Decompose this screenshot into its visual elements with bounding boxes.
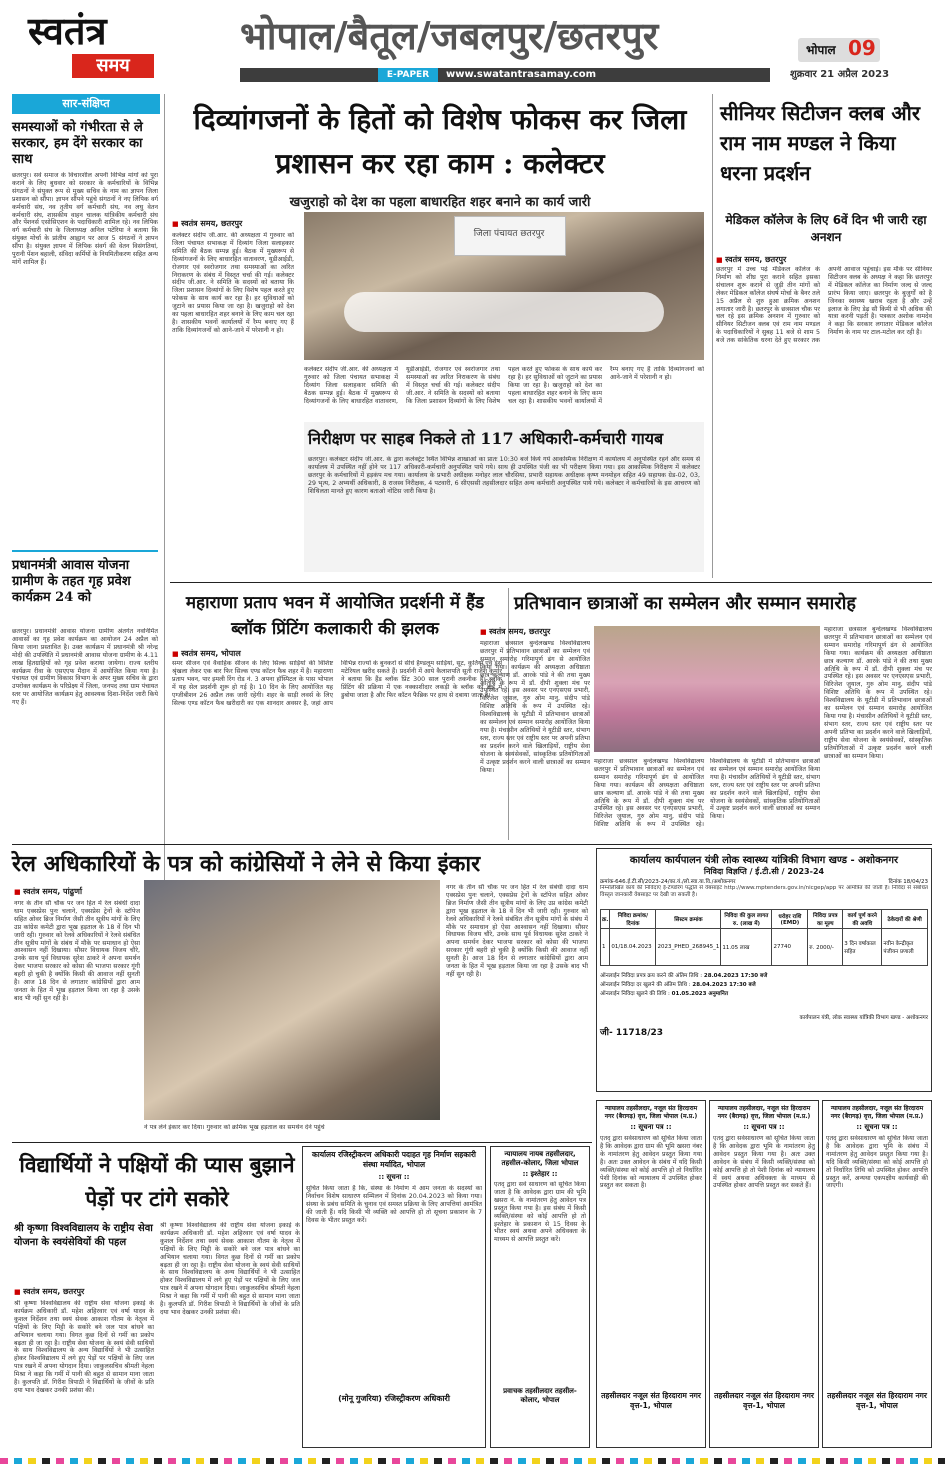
housing-body: सूचित किया जाता है कि, संस्था के निर्माण में आम जनता के सदस्यों का निर्वाचन विशेष साधारण सम्मिलन में दिनांक 20.04.2023 को किया गया। संस्था के प्रबंध समिति के चुनाव एवं समस्त प्रक्रिया के लिए आपत्तियां आमंत्रित की जाती हैं। यदि किसी भी व्यक्ति को आपत्ति हो तो सूचना प्रकाशन के 7 दिवस के भीतर प्रस्तुत करें। [306, 1185, 482, 1224]
court-signature: तहसीलदार नजूल संत हिरदाराम नगर वृत्त-1, भोपाल [827, 1391, 927, 1410]
housing-title: कार्यालय रजिस्ट्रीकरण अधिकारी पदाहत गृह निर्माण सहकारी संस्था मर्यादित, भोपाल [312, 1150, 476, 1169]
phe-intro: निम्नलिखित कार्य की निविदाएं ई-टेण्डरिंग पद्धति से वेबसाइट http://www.mptenders.gov.in/nicgep/app पर आमंत्रित की जाती हैं। निविदा से संबंधित विस्तृत जानकारी वेबसाइट पर देखी जा सकती है। [600, 885, 928, 898]
railway-photo [144, 880, 440, 1120]
phe-code: जी- 11718/23 [600, 1028, 664, 1038]
railway-body-col2: नगर के तीन सौ चौक पर जन हित में रेल संबंधी दादा धाम एक्सप्रेस पुनः चलाने, एक्सप्रेस ट्रेनों के स्टॉपेज सहित ओवर ब्रिज निर्माण जैसी तीन सूत्रीय मांगों के लिए उप्र कांग्रेस कमेटी द्वारा भूख हड़ताल के 18 वें दिन भी जारी रही। गुरुवार को रेलवे अधिकारियों ने रेलवे संबंधित तीन सूत्रीय मांगों के संबंध में मौके पर समाधान हो ऐसा आश्वासन नहीं दिखाया। सौसर विधायक विजय चौरे, उनके साथ पूर्व विधायक सुरेश ठाकरे ने अपना समर्थन देकर भाजपा सरकार को कोसा की भाजपा सरकार गूंगी बहरी हो चुकी है क्योंकि किसी की आवाज नहीं सुनती है। आज 18 दिन से लगातार कांग्रेसियों द्वारा आम जनता के हित में भूख हड़ताल किया जा रहा है उसके बाद भी नहीं सुन रही है। [446, 884, 588, 978]
table-header-row [601, 910, 928, 929]
table-header: निविदा प्रपत्र का मूल्य [808, 910, 843, 929]
sidebar-story1-body: छतरपुर। सर्व समाज के विचारशील अपनी विभिन्न मांगों को पूरा कराने के लिए बुधवार को सरकार के कर्मचारियों के विभिन्न संगठनों ने संयुक्त रूप से मुख्य सचिव के नाम का ज्ञापन जिला प्रशासन को सौंपा। ज्ञापन सौंपने पहुंचे संगठनों ने नए लिपिक वर्ग कर्मचारी संघ, नव तृतीय वर्ग कर्मचारी संघ, नव लघु वेतन कर्मचारी संघ, शासकीय वाहन चालक यांत्रिकीय कर्मचारी संघ और पेंशनर्स एसोसिएशन के पदाधिकारी शामिल रहे। नव लिपिक वर्ग कर्मचारी संघ के जिलाध्यक्ष अनिल पटेरिया ने बताया कि संयुक्त मोर्चा के प्रांतीय आह्वान पर आज 5 संगठनों ने ज्ञापन सौंपा है। संयुक्त ज्ञापन में लिपिक संवर्ग की वेतन विसंगतियां, पुरानी पेंशन बहाली, संविदा कर्मियों के नियमितीकरण सहित अन्य मांगें शामिल हैं। [12, 172, 158, 266]
ishtehar-subtitle: :: इश्तेहार :: [522, 1170, 558, 1178]
table-cell: 1 [601, 929, 610, 966]
main-subheadline: खजुराहो को देश का पहला बाधारहित शहर बनाने का कार्य जारी [289, 195, 591, 210]
senior-subheadline: मेडिकल कॉलेज के लिए 6वें दिन भी जारी रहा अनशन [725, 213, 927, 244]
print-color-band [0, 1458, 945, 1464]
photo-table [344, 292, 664, 332]
epaper-label: E-PAPER [378, 68, 438, 82]
table-header: निविदा क्रमांक/ दिनांक [610, 910, 656, 929]
date-value: 28.04.2023 17:30 बजे [692, 982, 756, 988]
phe-signature: कार्यपालन यंत्री, लोक स्वास्थ्य यांत्रिकी विभाग खण्ड - अशोकनगर [799, 1015, 928, 1021]
birds-body-col2: श्री कृष्णा विश्वविद्यालय की राष्ट्रीय सेवा योजना इकाई के कार्यक्रम अधिकारी डॉ. महेश अहिरवार एवं वर्षा यादव के कुशल निर्देशन तथा स्वयं सेवक आकाश गौतम के नेतृत्व में पक्षियों के लिए मिट्टी के सकोरे बने जल पात्र बांधने का अभियान चलाया गया। विगत कुछ दिनों से गर्मी का प्रकोप बढ़ता ही जा रहा है। राष्ट्रीय सेवा योजना के स्वयं सेवी साथियों के साथ विश्वविद्यालय के अन्य विद्यार्थियों ने भी उत्साहित होकर विश्वविद्यालय में लगे हुए पेड़ों पर पक्षियों के लिए जल पात्र रखने में अपना योगदान दिया। जाकुलसचिव श्रीमती नेहला मिश्रा ने कहा कि गर्मी में पानी की बहुत से सामान माना जाता है। कुलपति डॉ. गिरीश त्रिपाठी ने विद्यार्थियों के जीवों के प्रति दया भाव देखकर उनकी प्रशंसा की। [160, 1222, 300, 1316]
phe-title: कार्यालय कार्यपालन यंत्री लोक स्वास्थ्य यांत्रिकी विभाग खण्ड - अशोकनगर [629, 855, 899, 866]
issue-date: शुक्रवार 21 अप्रैल 2023 [790, 69, 890, 80]
table-header: कार्य पूर्ण करने की अवधि [843, 910, 882, 929]
students-body-col2: महाराजा छत्रसाल बुन्देलखण्ड विश्वविद्यालय छतरपुर में प्रतिभावान छात्राओं का सम्मेलन एवं सम्मान समारोह गरिमापूर्ण ढंग से आयोजित किया गया। कार्यक्रम की अध्यक्षता अधिष्ठाता छात्र कल्याण डॉ. आरके पांडे ने की तथा मुख्य अतिथि के रूप में डॉ. दीपी शुक्ला मंच पर उपस्थित रहे। इस अवसर पर एनएसएस प्रभारी, विरिजेश जुयाल, गुरु ओम मानु, संदीप पांडे विशिष्ट अतिथि के रूप में उपस्थित रहे। विश्वविद्यालय के यूटीडी में प्रतिभावान छात्राओं का सम्मेलन एवं सम्मान समारोह आयोजित किया गया है। मंचासीन अतिथियों ने यूटीडी स्तर, संभाग स्तर, राज्य स्तर एवं राष्ट्रीय स्तर पर अपनी प्रतिभा का प्रदर्शन करने वाले खिलाड़ियों, राष्ट्रीय सेवा योजना के स्वयंसेवकों, सांस्कृतिक प्रतियोगिताओं में उत्कृष्ट प्रदर्शन करने वाली छात्राओं का सम्मान किया। [594, 758, 820, 829]
sidebar-story1-headline: समस्याओं को गंभीरता से ले सरकार, हम देंगे सरकार का साथ [12, 120, 143, 167]
students-headline: प्रतिभावान छात्राओं का सम्मेलन और सम्मान समारोह [514, 593, 856, 614]
court-subtitle: :: सूचना पत्र :: [856, 1123, 898, 1131]
date-value: 01.05.2023 अनुमानित [671, 991, 728, 997]
divider [12, 844, 932, 845]
ishtehar-title: न्यायालय नायब तहसीलदार, तहसील-कोलार, जिला भोपाल [501, 1150, 579, 1167]
court-notice [822, 1100, 932, 1448]
logo-bottom: समय [72, 54, 154, 78]
phe-ref-right: दिनांक 18/04/23 [888, 879, 928, 885]
date-row: ऑनलाईन निविदा खुलने की तिथि : 01.05.2023 अनुमानित [600, 991, 728, 997]
logo-top: स्वतंत्र [28, 8, 107, 53]
main-byline: ■ स्वतंत्र समय, छतरपुर [172, 218, 242, 229]
students-photo [594, 626, 820, 752]
court-notice [596, 1100, 706, 1448]
main-body-col1: कलेक्टर संदीप जी.आर. की अध्यक्षता में गुरुवार को जिला पंचायत सभाकक्ष में दिव्यांग जिला सलाहकार समिति की बैठक सम्पन्न हुई। बैठक में मुख्यरूप से दिव्यांगजनों के लिए बाधारहित वातावरण, यूडीआईडी, रोजगार एवं स्वरोजगार तथा समस्याओं का त्वरित निराकरण के संबंध में विस्तृत चर्चा की गई। कलेक्टर संदीप जी.आर. ने समिति के सदस्यों को बताया कि जिला प्रशासन दिव्यांगों के लिए विशेष पहल करते हुए फोकस के साथ कार्य कर रहा है। हर सुविधाओं को जुटाने का प्रयास किया जा रहा है। खजुराहो को देश का पहला बाधारहित शहर बनाने के लिए काम चल रहा है। शासकीय भवनों कार्यालयों में रैम्प बनाए गए हैं ताकि दिव्यांगजनों को आने-जाने में परेशानी न हो। [172, 232, 294, 334]
main-body-col2: कलेक्टर संदीप जी.आर. की अध्यक्षता में गुरुवार को जिला पंचायत सभाकक्ष में दिव्यांग जिला सलाहकार समिति की बैठक सम्पन्न हुई। बैठक में मुख्यरूप से दिव्यांगजनों के लिए बाधारहित वातावरण, यूडीआईडी, रोजगार एवं स्वरोजगार तथा समस्याओं का त्वरित निराकरण के संबंध में विस्तृत चर्चा की गई। कलेक्टर संदीप जी.आर. ने समिति के सदस्यों को बताया कि जिला प्रशासन दिव्यांगों के लिए विशेष पहल करते हुए फोकस के साथ कार्य कर रहा है। हर सुविधाओं को जुटाने का प्रयास किया जा रहा है। खजुराहो को देश का पहला बाधारहित शहर बनाने के लिए काम चल रहा है। शासकीय भवनों कार्यालयों में रैम्प बनाए गए हैं ताकि दिव्यांगजनों को आने-जाने में परेशानी न हो। [304, 366, 704, 405]
railway-byline: ■ स्वतंत्र समय, पांढुर्णा [14, 886, 82, 897]
phe-ref-left: क्रमांक-646.ई.टी.सी/2023-24/का.यं./लो.स्वा.या.वि./अशोकनगर [600, 879, 736, 885]
date-label: ऑनलाईन निविदा दर खुलने की अंतिम तिथि [600, 982, 688, 988]
photo-screen-sign: जिला पंचायत छतरपुर [473, 229, 545, 239]
ishtehar-body: एतद् द्वारा सर्व साधारण को सूचित किया जाता है कि आवेदक द्वारा ग्राम की भूमि खसरा नं. के नामांतरण हेतु आवेदन पत्र प्रस्तुत किया गया है। इस संबंध में किसी व्यक्ति/संस्था को कोई आपत्ति हो तो इश्तेहार के प्रकाशन से 15 दिवस के भीतर स्वयं अथवा अपने अधिवक्ता के माध्यम से आपत्ति प्रस्तुत करें। [494, 1181, 586, 1244]
masthead [0, 0, 945, 90]
phe-dates [600, 972, 928, 999]
students-body-col1: महाराजा छत्रसाल बुन्देलखण्ड विश्वविद्यालय छतरपुर में प्रतिभावान छात्राओं का सम्मेलन एवं सम्मान समारोह गरिमापूर्ण ढंग से आयोजित किया गया। कार्यक्रम की अध्यक्षता अधिष्ठाता छात्र कल्याण डॉ. आरके पांडे ने की तथा मुख्य अतिथि के रूप में डॉ. दीपी शुक्ला मंच पर उपस्थित रहे। इस अवसर पर एनएसएस प्रभारी, विरिजेश जुयाल, गुरु ओम मानु, संदीप पांडे विशिष्ट अतिथि के रूप में उपस्थित रहे। विश्वविद्यालय के यूटीडी में प्रतिभावान छात्राओं का सम्मेलन एवं सम्मान समारोह आयोजित किया गया है। मंचासीन अतिथियों ने यूटीडी स्तर, संभाग स्तर, राज्य स्तर एवं राष्ट्रीय स्तर पर अपनी प्रतिभा का प्रदर्शन करने वाले खिलाड़ियों, राष्ट्रीय सेवा योजना के स्वयंसेवकों, सांस्कृतिक प्रतियोगिताओं में उत्कृष्ट प्रदर्शन करने वाली छात्राओं का सम्मान किया। [480, 640, 590, 774]
meeting-photo [304, 212, 704, 360]
sidebar [12, 94, 160, 974]
exhibition-body: समर सीजन एवं वैवाहिक सीजन के लिए सिल्क साड़ियों की विशिष्ट श्रृंखला लेकर एक बार फिर सिल्क एण्ड कॉटन फैब शहर में है। महाराणा प्रताप भवन, पार इमली रिंग रोड नं. 3 अपना हॉस्पिटल के पास भोपाल में यह सेल प्रदर्शनी शुरू हो गई है। 10 दिन के लिए आयोजित यह एग्जीबीशन 26 अप्रैल तक जारी रहेगी। शहर के साड़ी लवर्स के लिए सिल्क एण्ड कॉटन फैब खरीदारी का एक शानदार अवसर है, जहां आप विभिन्न राज्यों के बुनकरों से सीधे हैण्डलूम साड़ियां, सूट, कुर्तियां एवं ड्रेस मटेरियल खरीद सकते हैं। प्रदर्शनी में आये कैलाशपति सूती राजेश कुमार ने बताया कि हैंड ब्लॉक प्रिंट 300 साल पुरानी तकनीक है। ब्लॉक प्रिंटिंग की प्रक्रिया में एक नक्काशीदार लकड़ी के ब्लॉक को डाई में डुबोया जाता है और फिर कॉटन फैब्रिक पर हाथ से दबाया जाता है। [172, 660, 502, 707]
railway-headline: रेल अधिकारियों के पत्र को कांग्रेसियों ने लेने से किया इंकार [12, 851, 481, 877]
date-label: ऑनलाईन निविदा प्रपत्र क्रय करने की अंतिम तिथि [600, 973, 699, 979]
date-row: ऑनलाईन निविदा दर खुलने की अंतिम तिथि : 28.04.2023 17:30 बजे [600, 982, 756, 988]
court-title: न्यायालय तहसीलदार, नजूल संत हिरदाराम नगर (बैरागढ़) वृत्त, जिला भोपाल (म.प्र.) [830, 1105, 924, 1120]
table-header: ठेकेदारों की श्रेणी [882, 910, 928, 929]
inspection-body: छतरपुर। कलेक्टर संदीप जी.आर. के द्वारा कलेक्ट्रेट स्थित विभिन्न शाखाओं का प्रातः 10:30 बजे किये गये आकस्मिक निरीक्षण में कार्यालय में अनुपस्थित रहने और समय से कार्यालय में उपस्थित नहीं होने पर 117 अधिकारी-कर्मचारी अनुपस्थित पाये गये। साथ ही उपस्थित पंजी का भी परीक्षण किया गया। इस आकस्मिक निरीक्षण में कलेक्टर छतरपुर के कर्मचारियों में हड़कंप मच गया। कार्यालय के प्रभारी अधीक्षक मनोहर लाल चौरसिया, प्रभारी सहायक अधीक्षक कृष्ण मनमोहन सहित 49 सहायक ग्रेड-02, 03, 29 भृत्य, 2 अभ्यर्थी अधिकारी, 8 राजस्व निरीक्षक, 4 पटवारी, 6 सीएससी तहसीलदार सहित अन्य कर्मचारी अनुपस्थित पाये गये। कलेक्टर ने कर्मचारियों के इस आचरण को शिथिलता मानते हुए कारण बताओ नोटिस जारी किया है। [308, 456, 700, 495]
phe-tender-notice [596, 848, 932, 1092]
railway-body-col1: नगर के तीन सौ चौक पर जन हित में रेल संबंधी दादा धाम एक्सप्रेस पुनः चलाने, एक्सप्रेस ट्रेनों के स्टॉपेज सहित ओवर ब्रिज निर्माण जैसी तीन सूत्रीय मांगों के लिए उप्र कांग्रेस कमेटी द्वारा भूख हड़ताल के 18 वें दिन भी जारी रही। गुरुवार को रेलवे अधिकारियों ने रेलवे संबंधित तीन सूत्रीय मांगों के संबंध में मौके पर समाधान हो ऐसा आश्वासन नहीं दिखाया। सौसर विधायक विजय चौरे, उनके साथ पूर्व विधायक सुरेश ठाकरे ने अपना समर्थन देकर भाजपा सरकार को कोसा की भाजपा सरकार गूंगी बहरी हो चुकी है क्योंकि किसी की आवाज नहीं सुनती है। आज 18 दिन से लगातार कांग्रेसियों द्वारा आम जनता के हित में भूख हड़ताल किया जा रहा है उसके बाद भी नहीं सुन रही है। [14, 900, 140, 1002]
date-row: ऑनलाईन निविदा प्रपत्र क्रय करने की अंतिम तिथि : 28.04.2023 17:30 बजे [600, 973, 768, 979]
cities-banner: भोपाल/बैतूल/जबलपुर/छतरपुर [240, 13, 659, 58]
housing-subtitle: :: सूचना :: [378, 1173, 410, 1181]
phe-tender-table [600, 909, 928, 966]
housing-notice [302, 1146, 486, 1448]
table-row [601, 929, 928, 966]
table-header: धरोहर राशि (EMD) [772, 910, 808, 929]
table-cell: 3 दिन वर्षाकाल सहित [843, 929, 882, 966]
birds-byline: ■ स्वतंत्र समय, छतरपुर [14, 1286, 84, 1297]
senior-headline: सीनियर सिटीजन क्लब और राम नाम मण्डल ने किया धरना प्रदर्शन [720, 101, 921, 185]
senior-body: छतरपुर में उच्च पढ़े मेडिकल कॉलेज के निर्माण को शीघ्र पूरा कराने सहित इसका संचालन शुरू कराने से जुड़ी तीन मांगों को लेकर मेडिकल कॉलेज संघर्ष मोर्चा के बैनर तले 15 अप्रैल से शुरु हुआ क्रमिक अनशन लगातार जारी है। छतरपुर के छत्रसाल चौक पर चल रहे इस क्रमिक अनशन में गुरुवार को सीनियर सिटीजन क्लब एवं राम नाम मण्डल के पदाधिकारियों ने सुबह 11 बजे से शाम 5 बजे तक सांकेतिक धरना देते हुए सरकार तक अपनी आवाज पहुंचाई। इस मौके पर सीनियर सिटीजन क्लब के अध्यक्ष ने कहा कि छतरपुर में मेडिकल कॉलेज का निर्माण जल्द से जल्द प्रारंभ किया जाए। छतरपुर के बुजुर्गों को है जिनका स्वास्थ्य खराब रहता है और उन्हें इलाज के लिए डेढ़ सौ किमी से भी अधिक की यात्रा करनी पड़ती है। पत्रकार अशोक नामदेव ने कहा कि सरकार लगातार मेडिकल कॉलेज निर्माण के नाम पर टाल-मटोल कर रही है। [716, 266, 932, 345]
table-cell: 11.05 लाख [721, 929, 772, 966]
senior-byline: ■ स्वतंत्र समय, छतरपुर [716, 254, 786, 265]
sidebar-story2-headline: प्रधानमंत्री आवास योजना ग्रामीण के तहत गृह प्रवेश कार्यक्रम 24 को [12, 558, 131, 605]
main-headline: दिव्यांगजनों के हितों को विशेष फोकस कर जिला प्रशासन कर रहा काम : कलेक्टर [193, 103, 687, 180]
court-subtitle: :: सूचना पत्र :: [743, 1123, 785, 1131]
website-url[interactable]: www.swatantrasamay.com [446, 69, 597, 80]
railway-caption: ने पत्र लेने इंकार कर दिया। गुरुवार को क्रमिक भूख हड़ताल का समर्थन देने पहुंचे [144, 1124, 325, 1131]
table-header: निविदा की कुल लागत रु. (लाख में) [721, 910, 772, 929]
students-byline: ■ स्वतंत्र समय, छतरपुर [480, 626, 550, 637]
table-cell: नवीन केन्द्रीकृत पंजीयन प्रणाली [882, 929, 928, 966]
court-subtitle: :: सूचना पत्र :: [630, 1123, 672, 1131]
sidebar-header-label: सार-संक्षिप्त [62, 97, 110, 110]
page-number: 09 [848, 36, 876, 60]
table-cell: 2023_PHED_268945_1 [656, 929, 721, 966]
students-body-col3: महाराजा छत्रसाल बुन्देलखण्ड विश्वविद्यालय छतरपुर में प्रतिभावान छात्राओं का सम्मेलन एवं सम्मान समारोह गरिमापूर्ण ढंग से आयोजित किया गया। कार्यक्रम की अध्यक्षता अधिष्ठाता छात्र कल्याण डॉ. आरके पांडे ने की तथा मुख्य अतिथि के रूप में डॉ. दीपी शुक्ला मंच पर उपस्थित रहे। इस अवसर पर एनएसएस प्रभारी, विरिजेश जुयाल, गुरु ओम मानु, संदीप पांडे विशिष्ट अतिथि के रूप में उपस्थित रहे। विश्वविद्यालय के यूटीडी में प्रतिभावान छात्राओं का सम्मेलन एवं सम्मान समारोह आयोजित किया गया है। मंचासीन अतिथियों ने यूटीडी स्तर, संभाग स्तर, राज्य स्तर एवं राष्ट्रीय स्तर पर अपनी प्रतिभा का प्रदर्शन करने वाले खिलाड़ियों, राष्ट्रीय सेवा योजना के स्वयंसेवकों, सांस्कृतिक प्रतियोगिताओं में उत्कृष्ट प्रदर्शन करने वाली छात्राओं का सम्मान किया। [824, 626, 932, 760]
housing-signature: (मोनू गुजरिया) रजिस्ट्रीकरण अधिकारी [338, 1394, 450, 1403]
court-title: न्यायालय तहसीलदार, नजूल संत हिरदाराम नगर (बैरागढ़) वृत्त, जिला भोपाल (म.प्र.) [717, 1105, 811, 1120]
court-body: एतद् द्वारा सर्वसाधारण को सूचित किया जाता है कि आवेदक द्वारा भूमि के नामांतरण हेतु आवेदन प्रस्तुत किया गया है। अतः उक्त आवेदन के संबंध में किसी व्यक्ति/संस्था को कोई आपत्ति हो तो पेशी दिनांक को न्यायालय में स्वयं अथवा अधिवक्ता के माध्यम से उपस्थित होकर आपत्ति प्रस्तुत कर सकते हैं। [713, 1135, 815, 1190]
table-header: सिस्टम क्रमांक [656, 910, 721, 929]
birds-body-col1: श्री कृष्णा विश्वविद्यालय की राष्ट्रीय सेवा योजना इकाई के कार्यक्रम अधिकारी डॉ. महेश अहिरवार एवं वर्षा यादव के कुशल निर्देशन तथा स्वयं सेवक आकाश गौतम के नेतृत्व में पक्षियों के लिए मिट्टी के सकोरे बने जल पात्र बांधने का अभियान चलाया गया। विगत कुछ दिनों से गर्मी का प्रकोप बढ़ता ही जा रहा है। राष्ट्रीय सेवा योजना के स्वयं सेवी साथियों के साथ विश्वविद्यालय के अन्य विद्यार्थियों ने भी उत्साहित होकर विश्वविद्यालय में लगे हुए पेड़ों पर पक्षियों के लिए जल पात्र रखने में अपना योगदान दिया। जाकुलसचिव श्रीमती नेहला मिश्रा ने कहा कि गर्मी में पानी की बहुत से सामान माना जाता है। कुलपति डॉ. गिरीश त्रिपाठी ने विद्यार्थियों के जीवों के प्रति दया भाव देखकर उनकी प्रशंसा की। [14, 1300, 154, 1394]
divider [12, 1142, 592, 1143]
court-signature: तहसीलदार नजूल संत हिरदाराम नगर वृत्त-1, भोपाल [714, 1391, 814, 1410]
birds-headline: विद्यार्थियों ने पक्षियों की प्यास बुझाने पेड़ों पर टांगे सकोरे [19, 1152, 295, 1211]
table-cell: 27740 [772, 929, 808, 966]
table-header: क्र. [601, 910, 610, 929]
exhibition-byline: ■ स्वतंत्र समय, भोपाल [172, 648, 241, 659]
divider [12, 550, 158, 552]
court-notice [709, 1100, 819, 1448]
divider [164, 94, 165, 974]
court-title: न्यायालय तहसीलदार, नजूल संत हिरदाराम नगर (बैरागढ़) वृत्त, जिला भोपाल (म.प्र.) [604, 1105, 698, 1120]
table-cell: रु. 2000/- [808, 929, 843, 966]
court-body: एतद् द्वारा सर्वसाधारण को सूचित किया जाता है कि आवेदक द्वारा ग्राम की भूमि खसरा नंबर के नामांतरण हेतु आवेदन प्रस्तुत किया गया है। अतः उक्त आवेदन के संबंध में यदि किसी व्यक्ति/संस्था को कोई आपत्ति हो तो निर्धारित पेशी दिनांक को न्यायालय में उपस्थित होकर प्रस्तुत कर सकता है। [600, 1135, 702, 1190]
date-label: ऑनलाईन निविदा खुलने की तिथि [600, 991, 667, 997]
court-signature: तहसीलदार नजूल संत हिरदाराम नगर वृत्त-1, भोपाल [601, 1391, 701, 1410]
ishtehar-notice [490, 1146, 590, 1448]
ishtehar-signature: प्रवाचक तहसीलदार तहसील-कोलार, भोपाल [503, 1387, 577, 1404]
table-cell: 01/18.04.2023 [610, 929, 656, 966]
edition-city: भोपाल [806, 43, 836, 57]
exhibition-headline: महाराणा प्रताप भवन में आयोजित प्रदर्शनी में हैंड ब्लॉक प्रिंटिंग कलाकारी की झलक [185, 593, 485, 639]
divider [170, 582, 932, 583]
date-value: 28.04.2023 17:30 बजे [703, 973, 768, 979]
phe-subtitle: निविदा विज्ञप्ति / ई.टी.सी / 2023-24 [703, 867, 825, 876]
sidebar-story2-body: छतरपुर। प्रधानमंत्री आवास योजना ग्रामीण अंतर्गत नवनिर्मित आवासों का गृह प्रवेश कार्यक्रम का आयोजन 24 अप्रैल को किया जाना प्रस्तावित है। उक्त कार्यक्रम में प्रधानमंत्री श्री नरेन्द्र मोदी की उपस्थिति में प्रधानमंत्री आवास योजना ग्रामीण के 4.11 लाख हितग्राहियों को गृह प्रवेश कराया जायेगा। राज्य स्तरीय कार्यक्रम रीवा के एसएएफ मैदान में आयोजित किया गया है। पंचायत एवं ग्रामीण विकास विभाग के अपर मुख्य सचिव के द्वारा उपरोक्त कार्यक्रम के परिप्रेक्ष्य में जिला, जनपद तथा ग्राम पंचायत स्तर पर आयोजित कार्यक्रम हेतु आवश्यक दिशा-निर्देश जारी किये गए हैं। [12, 628, 158, 707]
inspection-headline: निरीक्षण पर साहब निकले तो 117 अधिकारी-कर्मचारी गायब [308, 429, 664, 448]
court-body: एतद् द्वारा सर्वसाधारण को सूचित किया जाता है कि आवेदक द्वारा भूमि के संबंध में नामांतरण हेतु आवेदन प्रस्तुत किया गया है। यदि किसी व्यक्ति/संस्था को कोई आपत्ति हो तो निर्धारित तिथि को उपस्थित होकर आपत्ति प्रस्तुत करें, अन्यथा एकपक्षीय कार्यवाही की जाएगी। [826, 1135, 928, 1190]
divider [712, 94, 713, 578]
birds-subheadline: श्री कृष्णा विश्वविद्यालय के राष्ट्रीय सेवा योजना के स्वयंसेवियों की पहल [14, 1223, 153, 1248]
